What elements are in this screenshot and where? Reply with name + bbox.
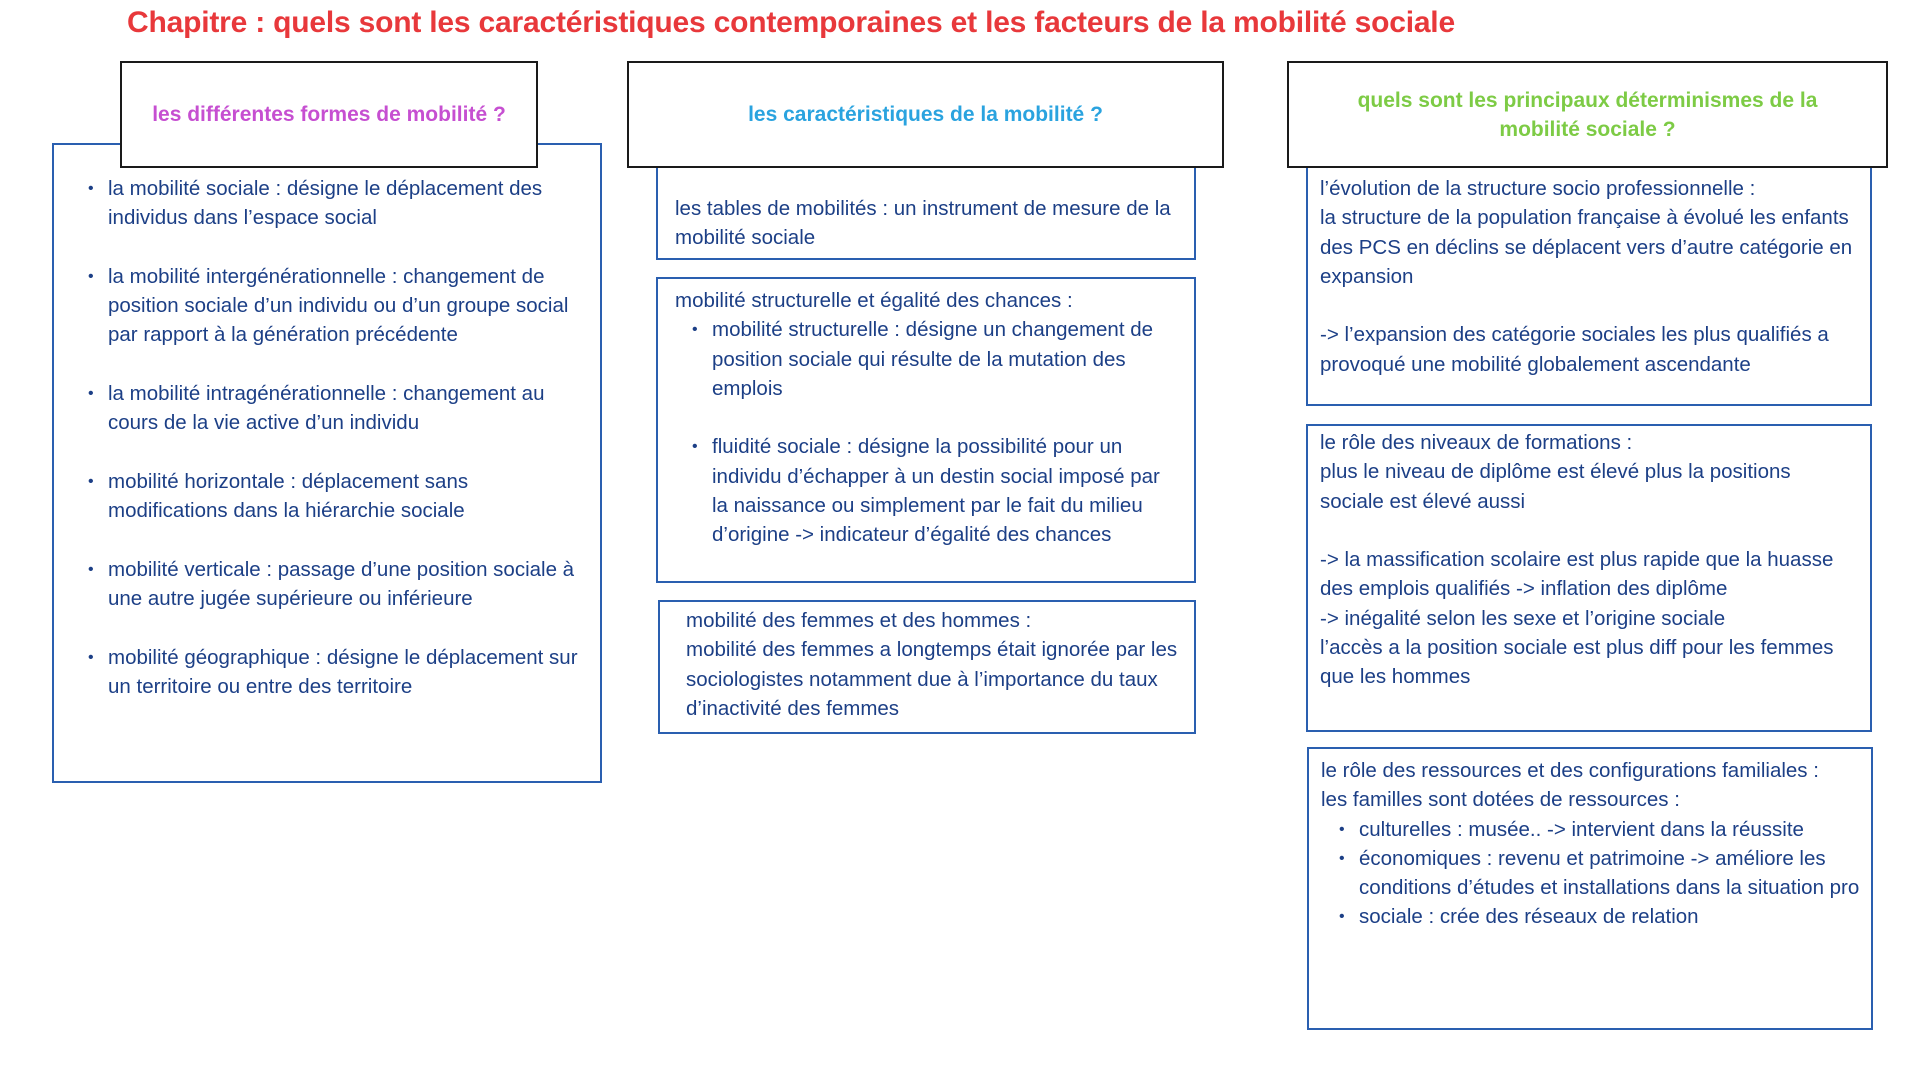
women-men-mobility-box <box>658 600 1196 734</box>
section-header-forms <box>120 61 538 168</box>
mobility-tables-text: les tables de mobilités : un instrument de mesure de la mobilité sociale <box>675 197 1171 250</box>
structural-mobility-item: • fluidité sociale : désigne la possibilité pour un individu d’échapper à un destin social imposé par la naissance ou simplement par le fait du milieu d’origine -> indicateur d’égalité des chances <box>712 432 1180 549</box>
section-header-determinisms <box>1287 61 1888 168</box>
education-role-note: -> la massification scolaire est plus rapide que la huasse des emplois qualifiés -> inflation des diplôme <box>1320 548 1834 601</box>
education-role-heading: le rôle des niveaux de formations : <box>1320 431 1633 454</box>
structure-evolution-text: la structure de la population française à évolué les enfants des PCS en déclins se déplacent vers d’autre catégorie en expansion <box>1320 206 1853 288</box>
structure-evolution-box <box>1306 164 1872 406</box>
section-header-characteristics <box>627 61 1224 168</box>
forms-item: • mobilité horizontale : déplacement sans modifications dans la hiérarchie sociale <box>108 467 580 526</box>
mobility-tables-box <box>656 166 1196 260</box>
forms-list <box>108 174 580 701</box>
family-resources-box <box>1307 747 1873 1030</box>
structure-evolution-heading: l’évolution de la structure socio professionnelle : <box>1320 177 1756 200</box>
forms-item: • la mobilité intergénérationnelle : changement de position sociale d’un individu ou d’un groupe social par rapport à la génération précédente <box>108 262 580 350</box>
spacer <box>1320 291 1860 320</box>
family-resources-item: • sociale : crée des réseaux de relation <box>1359 902 1871 931</box>
family-resources-heading: le rôle des ressources et des configurations familiales : <box>1321 759 1819 782</box>
family-resources-item: • culturelles : musée.. -> intervient dans la réussite <box>1359 815 1871 844</box>
forms-box <box>52 143 602 783</box>
structural-mobility-list <box>675 315 1180 549</box>
section-header-forms-label: les différentes formes de mobilité ? <box>152 103 506 126</box>
education-role-note: l’accès a la position sociale est plus diff pour les femmes que les hommes <box>1320 636 1834 689</box>
forms-item: • mobilité géographique : désigne le déplacement sur un territoire ou entre des territoire <box>108 643 580 702</box>
women-men-mobility-heading: mobilité des femmes et des hommes : <box>686 609 1032 632</box>
structural-mobility-item: • mobilité structurelle : désigne un changement de position sociale qui résulte de la mutation des emplois <box>712 315 1180 403</box>
section-header-determinisms-label: quels sont les principaux déterminismes de la mobilité sociale ? <box>1357 88 1818 141</box>
education-role-note: -> inégalité selon les sexe et l’origine sociale <box>1320 606 1726 630</box>
women-men-mobility-text: mobilité des femmes a longtemps était ignorée par les sociologistes notamment due à l’importance du taux d’inactivité des femmes <box>686 638 1178 720</box>
education-role-text: plus le niveau de diplôme est élevé plus la positions sociale est élevé aussi <box>1320 460 1791 513</box>
structural-mobility-heading: mobilité structurelle et égalité des chances : <box>675 289 1073 312</box>
forms-item: • mobilité verticale : passage d’une position sociale à une autre jugée supérieure ou inférieure <box>108 555 580 614</box>
family-resources-list <box>1321 815 1871 932</box>
structure-evolution-note: -> l’expansion des catégorie sociales les plus qualifiés a provoqué une mobilité globalement ascendante <box>1320 323 1829 376</box>
education-role-box <box>1306 424 1872 732</box>
family-resources-intro: les familles sont dotées de ressources : <box>1321 788 1680 812</box>
spacer <box>1320 516 1860 545</box>
page-title: Chapitre : quels sont les caractéristiques contemporaines et les facteurs de la mobilité sociale <box>127 6 1455 39</box>
section-header-characteristics-label: les caractéristiques de la mobilité ? <box>748 103 1103 126</box>
family-resources-item: • économiques : revenu et patrimoine -> améliore les conditions d’études et installations dans la situation pro <box>1359 844 1871 903</box>
forms-item: • la mobilité sociale : désigne le déplacement des individus dans l’espace social <box>108 174 580 233</box>
forms-item: • la mobilité intragénérationnelle : changement au cours de la vie active d’un individu <box>108 379 580 438</box>
structural-mobility-box <box>656 277 1196 583</box>
